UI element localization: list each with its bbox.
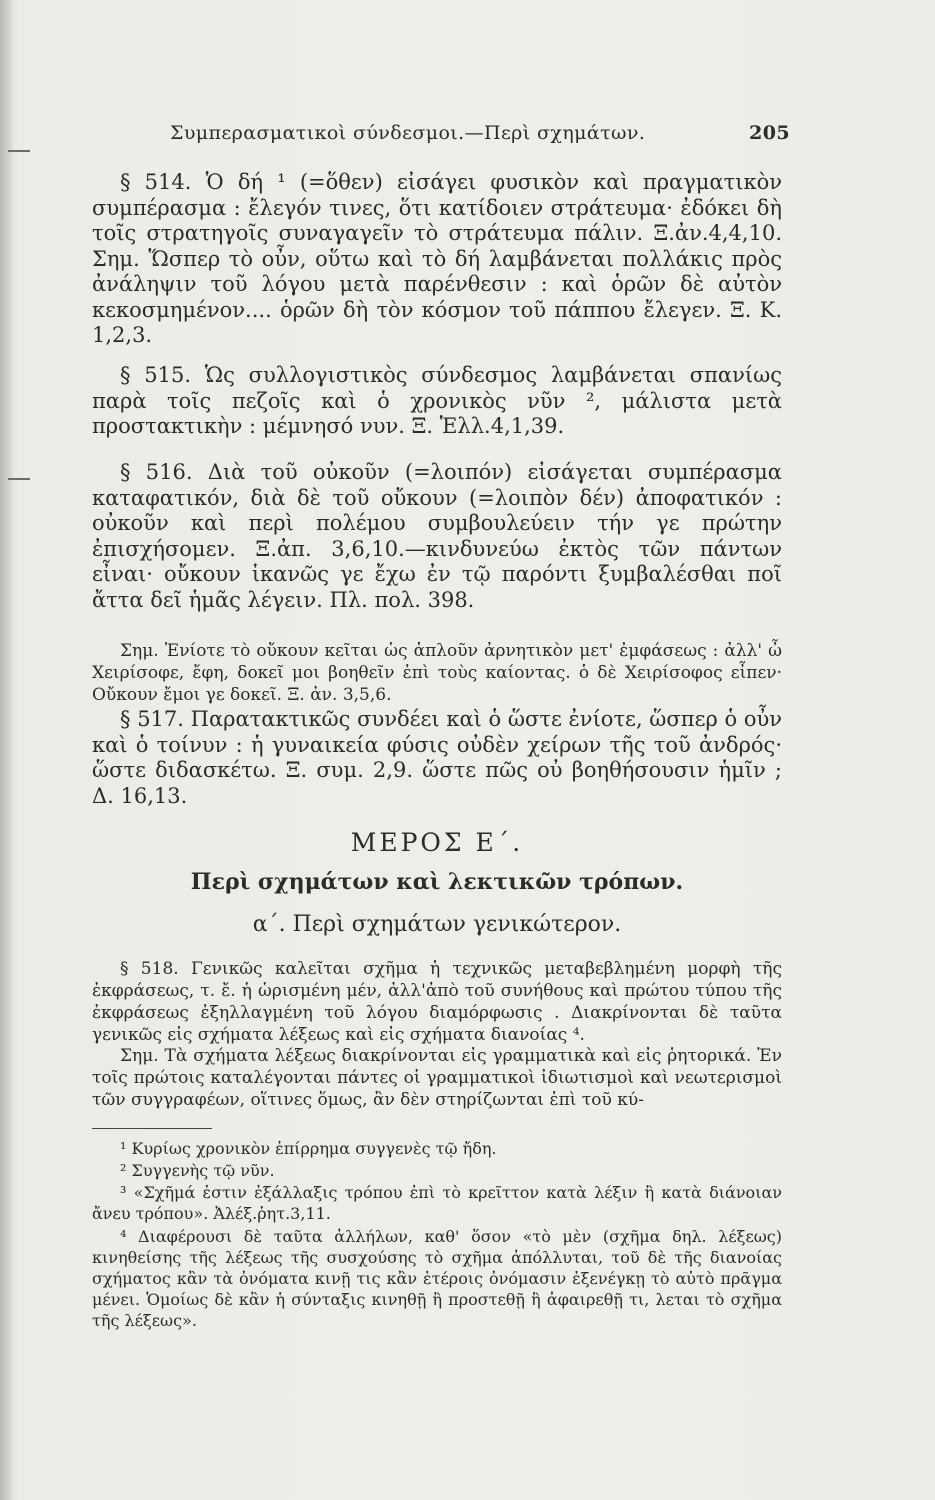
binding-stitch (8, 150, 30, 152)
header-title: Συμπερασματικοὶ σύνδεσμοι.—Περὶ σχημάτων. (170, 122, 646, 144)
part-heading: ΜΕΡΟΣ Ε΄. (350, 828, 524, 857)
chapter-heading: α΄. Περὶ σχημάτων γενικώτερον. (252, 912, 622, 937)
section-518: § 518. Γενικῶς καλεῖται σχῆμα ἡ τεχνικῶς μεταβεβλημένη μορφὴ τῆς ἐκφράσεως, τ. ἔ. ἡ ὡρισμένη μέν, ἀλλ'ἀπὸ τοῦ συνήθους καὶ πρώτου τύπου τῆς ἐκφράσεως ἐξηλλαγμένη τοῦ λόγου διαμόρφωσις . Διακρίνονται δὲ ταῦτα γενικῶς εἰς σχήματα λέξεως καὶ εἰς σχήματα διανοίας ⁴. (92, 959, 782, 1045)
page-number: 205 (749, 122, 790, 144)
binding-stitch (8, 478, 30, 480)
footnote-4: ⁴ Διαφέρουσι δὲ ταῦτα ἀλλήλων, καθ' ὅσον «τὸ μὲν (σχῆμα δηλ. λέξεως) κινηθείσης τῆς λέξεως τῆς συσχούσης τὸ σχῆμα ἀπόλλυται, τοῦ δὲ τῆς διανοίας σχήματος κἂν τὰ ὀνόματα κινῇ τις κἂν ἑτέροις ὀνόμασιν ἐξενέγκῃ τὸ αὐτὸ πρᾶγμα μένει. Ὁμοίως δὲ κἂν ἡ σύνταξις κινηθῇ ἢ προστεθῇ ἢ ἀφαιρεθῇ τι, λεται τὸ σχῆμα τῆς λέξεως». (92, 1227, 782, 1330)
part-subtitle: Περὶ σχημάτων καὶ λεκτικῶν τρόπων. (190, 869, 684, 895)
section-514: § 514. Ὁ δή ¹ (=ὅθεν) εἰσάγει φυσικὸν καὶ πραγματικὸν συμπέρασμα : ἔλεγόν τινες, ὅτι κατίδοιεν στράτευμα· ἐδόκει δὴ τοῖς στρατηγοῖς συναγαγεῖν τὸ στράτευμα πάλιν. Ξ.ἀν.4,4,10. Σημ. Ὥσπερ τὸ οὖν, οὕτω καὶ τὸ δή λαμβάνεται πολλάκις πρὸς ἀνάληψιν τοῦ λόγου μετὰ παρένθεσιν : καὶ ὁρῶν δὲ αὐτὸν κεκοσμημένον.... ὁρῶν δὴ τὸν κόσμον τοῦ πάππου ἔλεγεν. Ξ. Κ. 1,2,3. (92, 170, 782, 347)
book-binding (0, 0, 12, 1500)
footnote-3: ³ «Σχῆμά ἐστιν ἐξάλλαξις τρόπου ἐπὶ τὸ κρεῖττον κατὰ λέξιν ἢ κατὰ διάνοιαν ἄνευ τρόπου». Ἀλέξ.ῥητ.3,11. (92, 1183, 782, 1223)
footnote-2: ² Συγγενὴς τῷ νῦν. (120, 1161, 275, 1180)
footnote-1: ¹ Κυρίως χρονικὸν ἐπίρρημα συγγενὲς τῷ ἤδη. (120, 1139, 497, 1158)
note-516: Σημ. Ἐνίοτε τὸ οὔκουν κεῖται ὡς ἁπλοῦν ἀρνητικὸν μετ' ἐμφάσεως : ἀλλ' ὦ Χειρίσοφε, ἔφη, δοκεῖ μοι βοηθεῖν ἐπὶ τοὺς καίοντας. ὁ δὲ Χειρίσοφος εἶπεν· Οὔκουν ἔμοι γε δοκεῖ. Ξ. ἀν. 3,5,6. (92, 641, 782, 705)
footnote-rule (92, 1128, 212, 1129)
section-517: § 517. Παρατακτικῶς συνδέει καὶ ὁ ὥστε ἐνίοτε, ὥσπερ ὁ οὖν καὶ ὁ τοίνυν : ἡ γυναικεία φύσις οὐδὲν χείρων τῆς τοῦ ἀνδρός· ὥστε διδασκέτω. Ξ. συμ. 2,9. ὥστε πῶς οὐ βοηθήσουσιν ἡμῖν ; Δ. 16,13. (92, 707, 782, 808)
section-515: § 515. Ὡς συλλογιστικὸς σύνδεσμος λαμβάνεται σπανίως παρὰ τοῖς πεζοῖς καὶ ὁ χρονικὸς νῦν ², μάλιστα μετὰ προστακτικὴν : μέμνησό νυν. Ξ. Ἑλλ.4,1,39. (92, 363, 782, 438)
section-516: § 516. Διὰ τοῦ οὐκοῦν (=λοιπόν) εἰσάγεται συμπέρασμα καταφατικόν, διὰ δὲ τοῦ οὔκουν (=λοιπὸν δέν) ἀποφατικόν : οὐκοῦν καὶ περὶ πολέμου συμβουλεύειν τήν γε πρώτην ἐπισχήσομεν. Ξ.ἀπ. 3,6,10.—κινδυνεύω ἐκτὸς τῶν πάντων εἶναι· οὔκουν ἱκανῶς γε ἔχω ἐν τῷ παρόντι ξυμβαλέσθαι ποῖ ἄττα δεῖ ἡμᾶς λέγειν. Πλ. πολ. 398. (92, 460, 782, 612)
running-header (170, 122, 790, 144)
note-518: Σημ. Τὰ σχήματα λέξεως διακρίνονται εἰς γραμματικὰ καὶ εἰς ῥητορικά. Ἐν τοῖς πρώτοις καταλέγονται πάντες οἱ γραμματικοὶ ἰδιωτισμοὶ καὶ νεωτερισμοὶ τῶν συγγραφέων, οἵτινες ὅμως, ἂν δὲν στηρίζωνται ἐπὶ τοῦ κύ- (92, 1046, 782, 1110)
